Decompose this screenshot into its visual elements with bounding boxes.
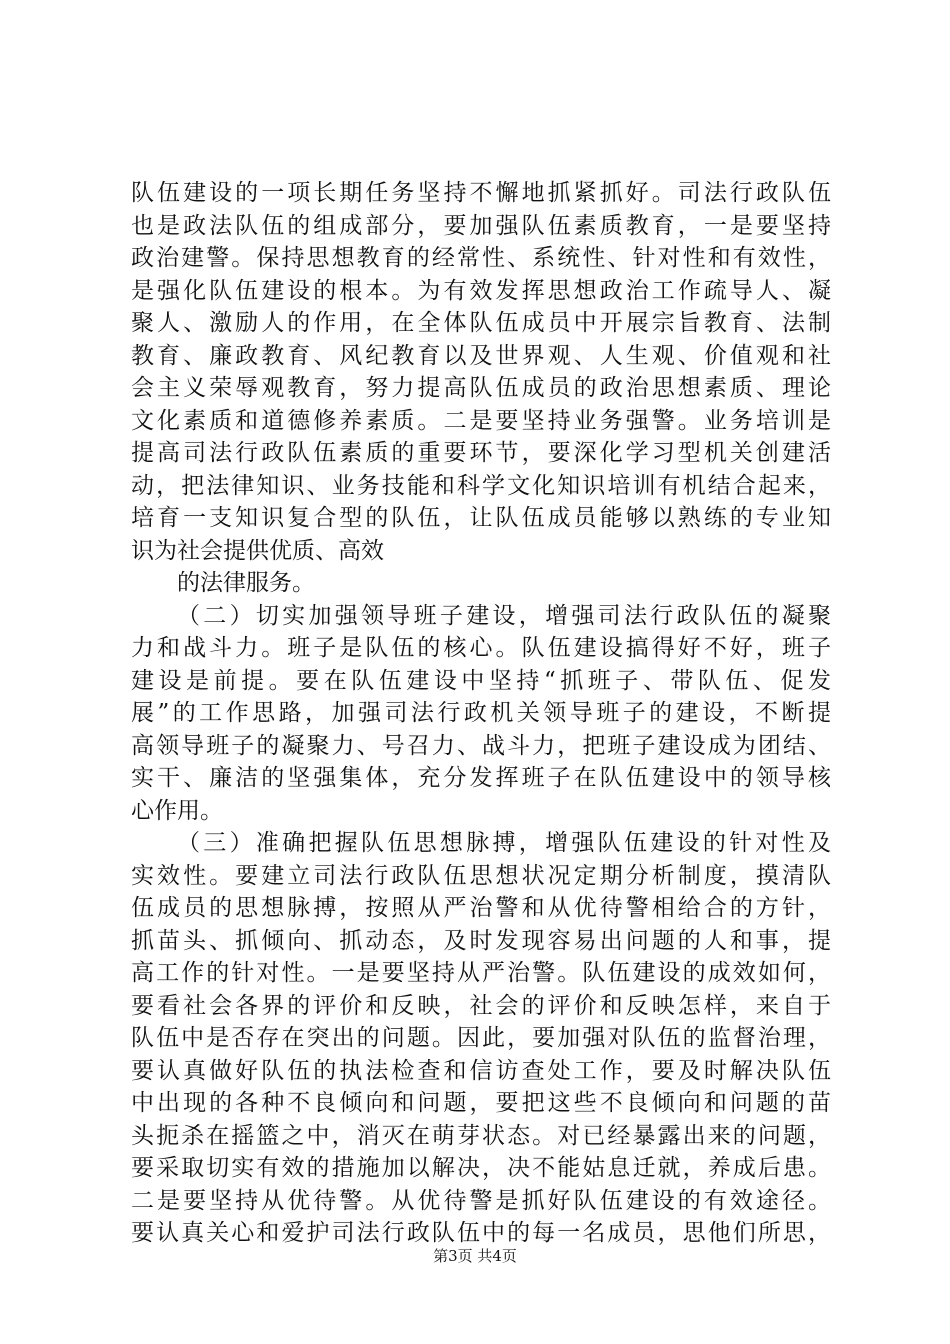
text-line: 建设是前提。要在队伍建设中坚持“抓班子、带队伍、促发 [131,667,831,694]
paragraph-3-start: （三）准确把握队伍思想脉搏，增强队伍建设的针对性及 [177,830,831,856]
text-line: 要认真关心和爱护司法行政队伍中的每一名成员，思他们所思， [131,1220,831,1246]
text-line: 队伍建设的一项长期任务坚持不懈地抓紧抓好。司法行政队伍 [131,180,831,206]
text-line: 高领导班子的凝聚力、号召力、战斗力，把班子建设成为团结、 [131,732,831,759]
text-line: 队伍中是否存在突出的问题。因此，要加强对队伍的监督治理， [131,1025,831,1051]
text-line: 头扼杀在摇篮之中，消灭在萌芽状态。对已经暴露出来的问题， [131,1122,831,1149]
text-line: 实干、廉洁的坚强集体，充分发挥班子在队伍建设中的领导核 [131,765,831,791]
text-line: 聚人、激励人的作用，在全体队伍成员中开展宗旨教育、法制 [131,310,831,336]
text-line: 伍成员的思想脉搏，按照从严治警和从优待警相给合的方针， [131,895,831,921]
text-line: 是强化队伍建设的根本。为有效发挥思想政治工作疏导人、凝 [131,277,831,304]
text-line: 实效性。要建立司法行政队伍思想状况定期分析制度，摸清队 [131,862,831,889]
text-line: 要采取切实有效的措施加以解决，决不能姑息迁就，养成后患。 [131,1155,831,1181]
text-line: 识为社会提供优质、高效 [131,537,384,564]
text-line: 力和战斗力。班子是队伍的核心。队伍建设搞得好不好，班子 [131,635,831,661]
text-line: 培育一支知识复合型的队伍，让队伍成员能够以熟练的专业知 [131,505,831,531]
text-line: 抓苗头、抓倾向、抓动态，及时发现容易出问题的人和事，提 [131,927,831,954]
text-line: 展”的工作思路，加强司法行政机关领导班子的建设，不断提 [131,700,831,726]
text-line: 会主义荣辱观教育，努力提高队伍成员的政治思想素质、理论 [131,375,831,401]
text-line: 也是政法队伍的组成部分，要加强队伍素质教育，一是要坚持 [131,212,831,239]
text-line: 二是要坚持从优待警。从优待警是抓好队伍建设的有效途径。 [131,1187,831,1214]
text-line: 教育、廉政教育、风纪教育以及世界观、人生观、价值观和社 [131,342,831,369]
paragraph-2-start: （二）切实加强领导班子建设，增强司法行政队伍的凝聚 [177,602,831,629]
text-line: 高工作的针对性。一是要坚持从严治警。队伍建设的成效如何， [131,960,831,986]
text-line: 的法律服务。 [177,570,315,596]
text-line: 要认真做好队伍的执法检查和信访查处工作，要及时解决队伍 [131,1057,831,1084]
text-line: 提高司法行政队伍素质的重要环节，要深化学习型机关创建活 [131,440,831,466]
text-line: 心作用。 [131,797,223,824]
text-line: 文化素质和道德修养素质。二是要坚持业务强警。业务培训是 [131,407,831,434]
text-line: 中出现的各种不良倾向和问题，要把这些不良倾向和问题的苗 [131,1090,831,1116]
text-line: 要看社会各界的评价和反映，社会的评价和反映怎样，来自于 [131,992,831,1019]
body-text [131,177,831,1250]
page-number-footer: 第3页 共4页 [433,1247,517,1265]
text-line: 动，把法律知识、业务技能和科学文化知识培训有机结合起来， [131,472,831,499]
text-line: 政治建警。保持思想教育的经常性、系统性、针对性和有效性， [131,245,831,271]
